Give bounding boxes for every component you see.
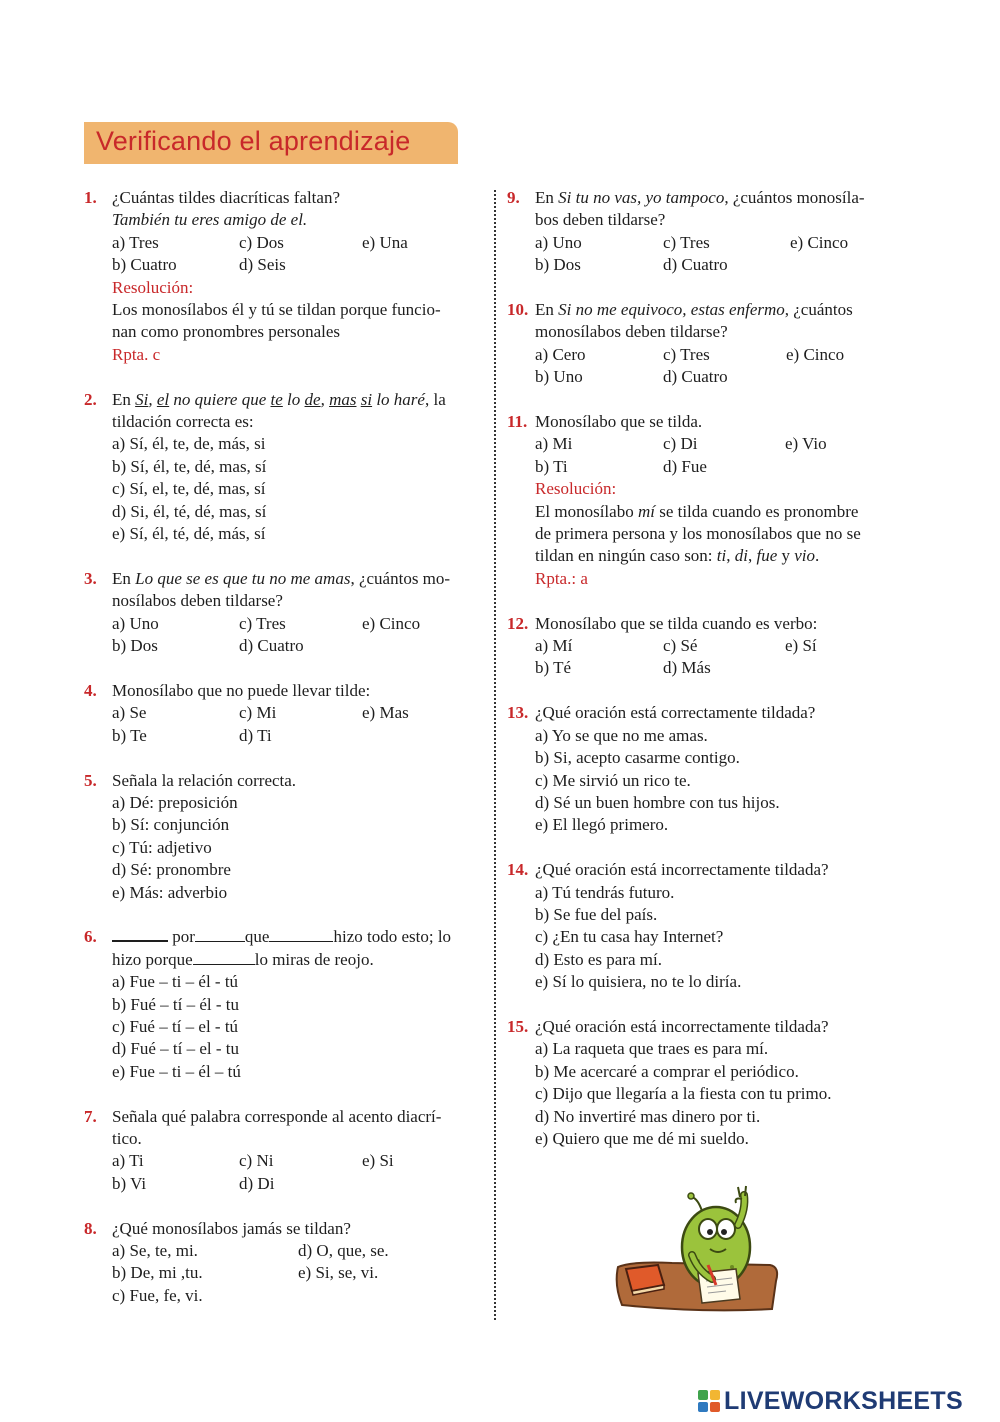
option-c[interactable]: c) ¿En tu casa hay Internet? bbox=[535, 927, 724, 947]
question-sentence: También tu eres amigo de el. bbox=[112, 210, 308, 230]
option-b[interactable]: b) Sí, él, te, dé, mas, sí bbox=[112, 456, 267, 476]
option-a[interactable]: a) Fue – ti – él - tú bbox=[112, 972, 239, 992]
question-number: 3. bbox=[84, 568, 97, 588]
question-text: ¿Cuántas tildes diacríticas faltan? bbox=[112, 188, 340, 207]
question-text: Monosílabo que se tilda cuando es verbo: bbox=[535, 613, 818, 633]
question-number: 13. bbox=[507, 703, 529, 723]
options-row bbox=[535, 456, 905, 478]
option-d[interactable]: d) Más bbox=[663, 658, 711, 678]
option-b[interactable]: b) Cuatro bbox=[112, 255, 177, 275]
option-d[interactable]: d) No invertiré mas dinero por ti. bbox=[535, 1106, 761, 1126]
option-a[interactable]: a) Tres bbox=[112, 232, 159, 252]
question-12 bbox=[507, 613, 905, 680]
question-text: En Lo que se es que tu no me amas, ¿cuántos mo- bbox=[112, 568, 451, 588]
question-6 bbox=[84, 926, 480, 1083]
option-a[interactable]: a) Mi bbox=[535, 434, 573, 454]
options-row bbox=[535, 344, 905, 366]
option-b[interactable]: b) Se fue del país. bbox=[535, 904, 658, 924]
options-row bbox=[112, 232, 480, 254]
option-b[interactable]: b) Sí: conjunción bbox=[112, 815, 230, 835]
question-number: 10. bbox=[507, 300, 529, 320]
question-text: por que hizo todo esto; lo bbox=[112, 926, 480, 948]
options-row bbox=[112, 1240, 480, 1262]
option-d[interactable]: d) Di bbox=[239, 1173, 275, 1193]
option-e[interactable]: e) Sí, él, té, dé, más, sí bbox=[112, 524, 266, 544]
question-3 bbox=[84, 568, 480, 658]
option-e[interactable]: e) El llegó primero. bbox=[535, 815, 669, 835]
option-a[interactable]: a) Sí, él, te, de, más, si bbox=[112, 434, 266, 454]
option-b[interactable]: b) Si, acepto casarme contigo. bbox=[535, 748, 740, 768]
option-b[interactable]: b) Dos bbox=[535, 255, 581, 275]
option-b[interactable]: b) Dos bbox=[112, 636, 158, 656]
option-c[interactable]: c) Dos bbox=[239, 232, 284, 252]
option-e[interactable]: e) Sí bbox=[785, 636, 817, 656]
option-a[interactable]: a) Dé: preposición bbox=[112, 792, 238, 812]
option-b[interactable]: b) Te bbox=[112, 725, 147, 745]
options-row bbox=[535, 254, 905, 276]
question-number: 12. bbox=[507, 613, 529, 633]
question-text: En Si tu no vas, yo tampoco, ¿cuántos monosíla- bbox=[535, 188, 865, 207]
resolution-text: El monosílabo mí se tilda cuando es pronombre bbox=[535, 501, 859, 521]
option-b[interactable]: b) Me acercaré a comprar el periódico. bbox=[535, 1061, 799, 1081]
right-column bbox=[507, 187, 905, 1173]
question-number: 4. bbox=[84, 680, 97, 700]
option-a[interactable]: a) Cero bbox=[535, 344, 586, 364]
option-e[interactable]: e) Más: adverbio bbox=[112, 882, 228, 902]
section-title: Verificando el aprendizaje bbox=[96, 126, 411, 156]
question-10 bbox=[507, 299, 905, 389]
option-e[interactable]: e) Sí lo quisiera, no te lo diría. bbox=[535, 972, 742, 992]
question-text: En Si no me equivoco, estas enfermo, ¿cuántos bbox=[535, 300, 853, 320]
question-text: tico. bbox=[112, 1128, 142, 1148]
option-d[interactable]: d) Fue bbox=[663, 456, 707, 476]
option-e[interactable]: e) Si bbox=[362, 1151, 394, 1171]
question-text: Monosílabo que no puede llevar tilde: bbox=[112, 680, 371, 700]
option-e[interactable]: e) Si, se, vi. bbox=[298, 1263, 379, 1283]
option-c[interactable]: c) Fué – tí – el - tú bbox=[112, 1016, 239, 1036]
option-c[interactable]: c) Dijo que llegaría a la fiesta con tu primo. bbox=[535, 1084, 832, 1104]
question-15 bbox=[507, 1016, 905, 1150]
options-row bbox=[112, 1173, 480, 1195]
option-a[interactable]: a) Uno bbox=[112, 613, 159, 633]
option-d[interactable]: d) Cuatro bbox=[663, 255, 728, 275]
option-c[interactable]: c) Tres bbox=[663, 344, 710, 364]
question-text: ¿Qué oración está incorrectamente tildada? bbox=[535, 1016, 829, 1036]
question-13 bbox=[507, 702, 905, 836]
option-b[interactable]: b) Fué – tí – él - tu bbox=[112, 994, 240, 1014]
question-text: ¿Qué monosílabos jamás se tildan? bbox=[112, 1218, 351, 1238]
column-divider bbox=[494, 190, 496, 1320]
logo-text: LIVEWORKSHEETS bbox=[724, 1386, 963, 1415]
options-row bbox=[535, 232, 905, 254]
option-d[interactable]: d) Cuatro bbox=[239, 636, 304, 656]
options-row bbox=[112, 1262, 480, 1284]
left-column bbox=[84, 187, 480, 1330]
question-number: 2. bbox=[84, 389, 97, 409]
resolution-text: tildan en ningún caso son: ti, di, fue y vio. bbox=[535, 546, 820, 566]
options-row bbox=[112, 1150, 480, 1172]
option-c[interactable]: c) Me sirvió un rico te. bbox=[535, 770, 691, 790]
blank-input[interactable] bbox=[112, 926, 168, 942]
question-text: Señala la relación correcta. bbox=[112, 770, 297, 790]
option-c[interactable]: c) Fue, fe, vi. bbox=[112, 1285, 203, 1305]
question-text: nosílabos deben tildarse? bbox=[112, 591, 283, 611]
student-mascot-illustration bbox=[612, 1185, 782, 1315]
option-d[interactable]: d) Seis bbox=[239, 255, 286, 275]
option-a[interactable]: a) Uno bbox=[535, 232, 582, 252]
question-number: 11. bbox=[507, 412, 528, 432]
option-c[interactable]: c) Sé bbox=[663, 636, 698, 656]
question-text: bos deben tildarse? bbox=[535, 210, 666, 230]
question-text: Señala qué palabra corresponde al acento diacrí- bbox=[112, 1106, 442, 1126]
options-row bbox=[535, 635, 905, 657]
options-row bbox=[112, 635, 480, 657]
question-text: En Si, el no quiere que te lo de, mas si lo haré, la bbox=[112, 389, 446, 409]
question-text: hizo porque lo miras de reojo. bbox=[112, 949, 374, 969]
option-d[interactable]: d) Ti bbox=[239, 725, 272, 745]
section-banner bbox=[84, 122, 458, 164]
option-b[interactable]: b) Uno bbox=[535, 367, 583, 387]
option-c[interactable]: c) Tres bbox=[663, 232, 710, 252]
question-11 bbox=[507, 411, 905, 590]
resolution-text: de primera persona y los monosílabos que no se bbox=[535, 524, 861, 544]
logo-grid-icon bbox=[698, 1390, 720, 1412]
options-row bbox=[535, 366, 905, 388]
option-d[interactable]: d) Sé: pronombre bbox=[112, 860, 231, 880]
option-c[interactable]: c) Tres bbox=[239, 613, 286, 633]
option-a[interactable]: a) Mí bbox=[535, 636, 573, 656]
question-text: Monosílabo que se tilda. bbox=[535, 412, 703, 432]
liveworksheets-logo bbox=[698, 1386, 963, 1416]
options-row bbox=[112, 613, 480, 635]
option-d[interactable]: d) Esto es para mí. bbox=[535, 949, 662, 969]
option-d[interactable]: d) Fué – tí – el - tu bbox=[112, 1039, 240, 1059]
question-number: 14. bbox=[507, 860, 529, 880]
option-e[interactable]: e) Vio bbox=[785, 434, 827, 454]
option-d[interactable]: d) Si, él, té, dé, mas, sí bbox=[112, 501, 267, 521]
question-text: monosílabos deben tildarse? bbox=[535, 322, 728, 342]
option-a[interactable]: a) Se, te, mi. bbox=[112, 1240, 198, 1260]
question-number: 15. bbox=[507, 1016, 529, 1036]
option-b[interactable]: b) Ti bbox=[535, 456, 568, 476]
resolution-label: Resolución: bbox=[535, 479, 617, 499]
option-e[interactable]: e) Cinco bbox=[362, 613, 421, 633]
question-8 bbox=[84, 1218, 480, 1308]
question-2 bbox=[84, 389, 480, 546]
option-a[interactable]: a) Se bbox=[112, 703, 147, 723]
option-a[interactable]: a) Yo se que no me amas. bbox=[535, 725, 708, 745]
option-d[interactable]: d) Sé un buen hombre con tus hijos. bbox=[535, 792, 780, 812]
question-number: 5. bbox=[84, 770, 97, 790]
option-c[interactable]: c) Sí, el, te, dé, mas, sí bbox=[112, 479, 266, 499]
question-number: 6. bbox=[84, 927, 97, 947]
answer-label: Rpta.: a bbox=[535, 568, 588, 588]
options-row bbox=[112, 725, 480, 747]
question-4 bbox=[84, 680, 480, 747]
option-a[interactable]: a) Ti bbox=[112, 1151, 144, 1171]
option-e[interactable]: e) Quiero que me dé mi sueldo. bbox=[535, 1128, 749, 1148]
question-1 bbox=[84, 187, 480, 366]
option-e[interactable]: e) Cinco bbox=[790, 232, 849, 252]
option-d[interactable]: d) O, que, se. bbox=[298, 1240, 389, 1260]
blank-input[interactable] bbox=[269, 927, 333, 942]
options-row bbox=[535, 433, 905, 455]
question-text: tildación correcta es: bbox=[112, 412, 254, 432]
question-text: ¿Qué oración está incorrectamente tildada? bbox=[535, 860, 829, 880]
option-c[interactable]: c) Ni bbox=[239, 1151, 274, 1171]
blank-input[interactable] bbox=[193, 950, 255, 965]
question-number: 8. bbox=[84, 1218, 97, 1238]
options-row bbox=[535, 657, 905, 679]
option-c[interactable]: c) Mi bbox=[239, 703, 277, 723]
option-a[interactable]: a) Tú tendrás futuro. bbox=[535, 882, 675, 902]
option-e[interactable]: e) Mas bbox=[362, 703, 409, 723]
options-row bbox=[112, 254, 480, 276]
question-5 bbox=[84, 770, 480, 904]
option-b[interactable]: b) De, mi ,tu. bbox=[112, 1263, 203, 1283]
option-e[interactable]: e) Cinco bbox=[786, 344, 845, 364]
option-e[interactable]: e) Fue – ti – él – tú bbox=[112, 1061, 241, 1081]
option-b[interactable]: b) Vi bbox=[112, 1173, 147, 1193]
resolution-label: Resolución: bbox=[112, 277, 194, 297]
question-text: ¿Qué oración está correctamente tildada? bbox=[535, 703, 816, 723]
options-row bbox=[112, 702, 480, 724]
option-c[interactable]: c) Di bbox=[663, 434, 698, 454]
question-number: 9. bbox=[507, 188, 520, 207]
option-d[interactable]: d) Cuatro bbox=[663, 367, 728, 387]
question-9 bbox=[507, 187, 905, 277]
question-7 bbox=[84, 1106, 480, 1196]
option-a[interactable]: a) La raqueta que traes es para mí. bbox=[535, 1039, 769, 1059]
question-14 bbox=[507, 859, 905, 993]
resolution-text: Los monosílabos él y tú se tildan porque funcio- bbox=[112, 300, 441, 320]
blank-input[interactable] bbox=[195, 927, 245, 942]
resolution-text: nan como pronombres personales bbox=[112, 322, 341, 342]
option-c[interactable]: c) Tú: adjetivo bbox=[112, 837, 212, 857]
question-number: 7. bbox=[84, 1106, 97, 1126]
answer-label: Rpta. c bbox=[112, 344, 161, 364]
option-b[interactable]: b) Té bbox=[535, 658, 572, 678]
option-e[interactable]: e) Una bbox=[362, 232, 408, 252]
question-number: 1. bbox=[84, 188, 97, 207]
